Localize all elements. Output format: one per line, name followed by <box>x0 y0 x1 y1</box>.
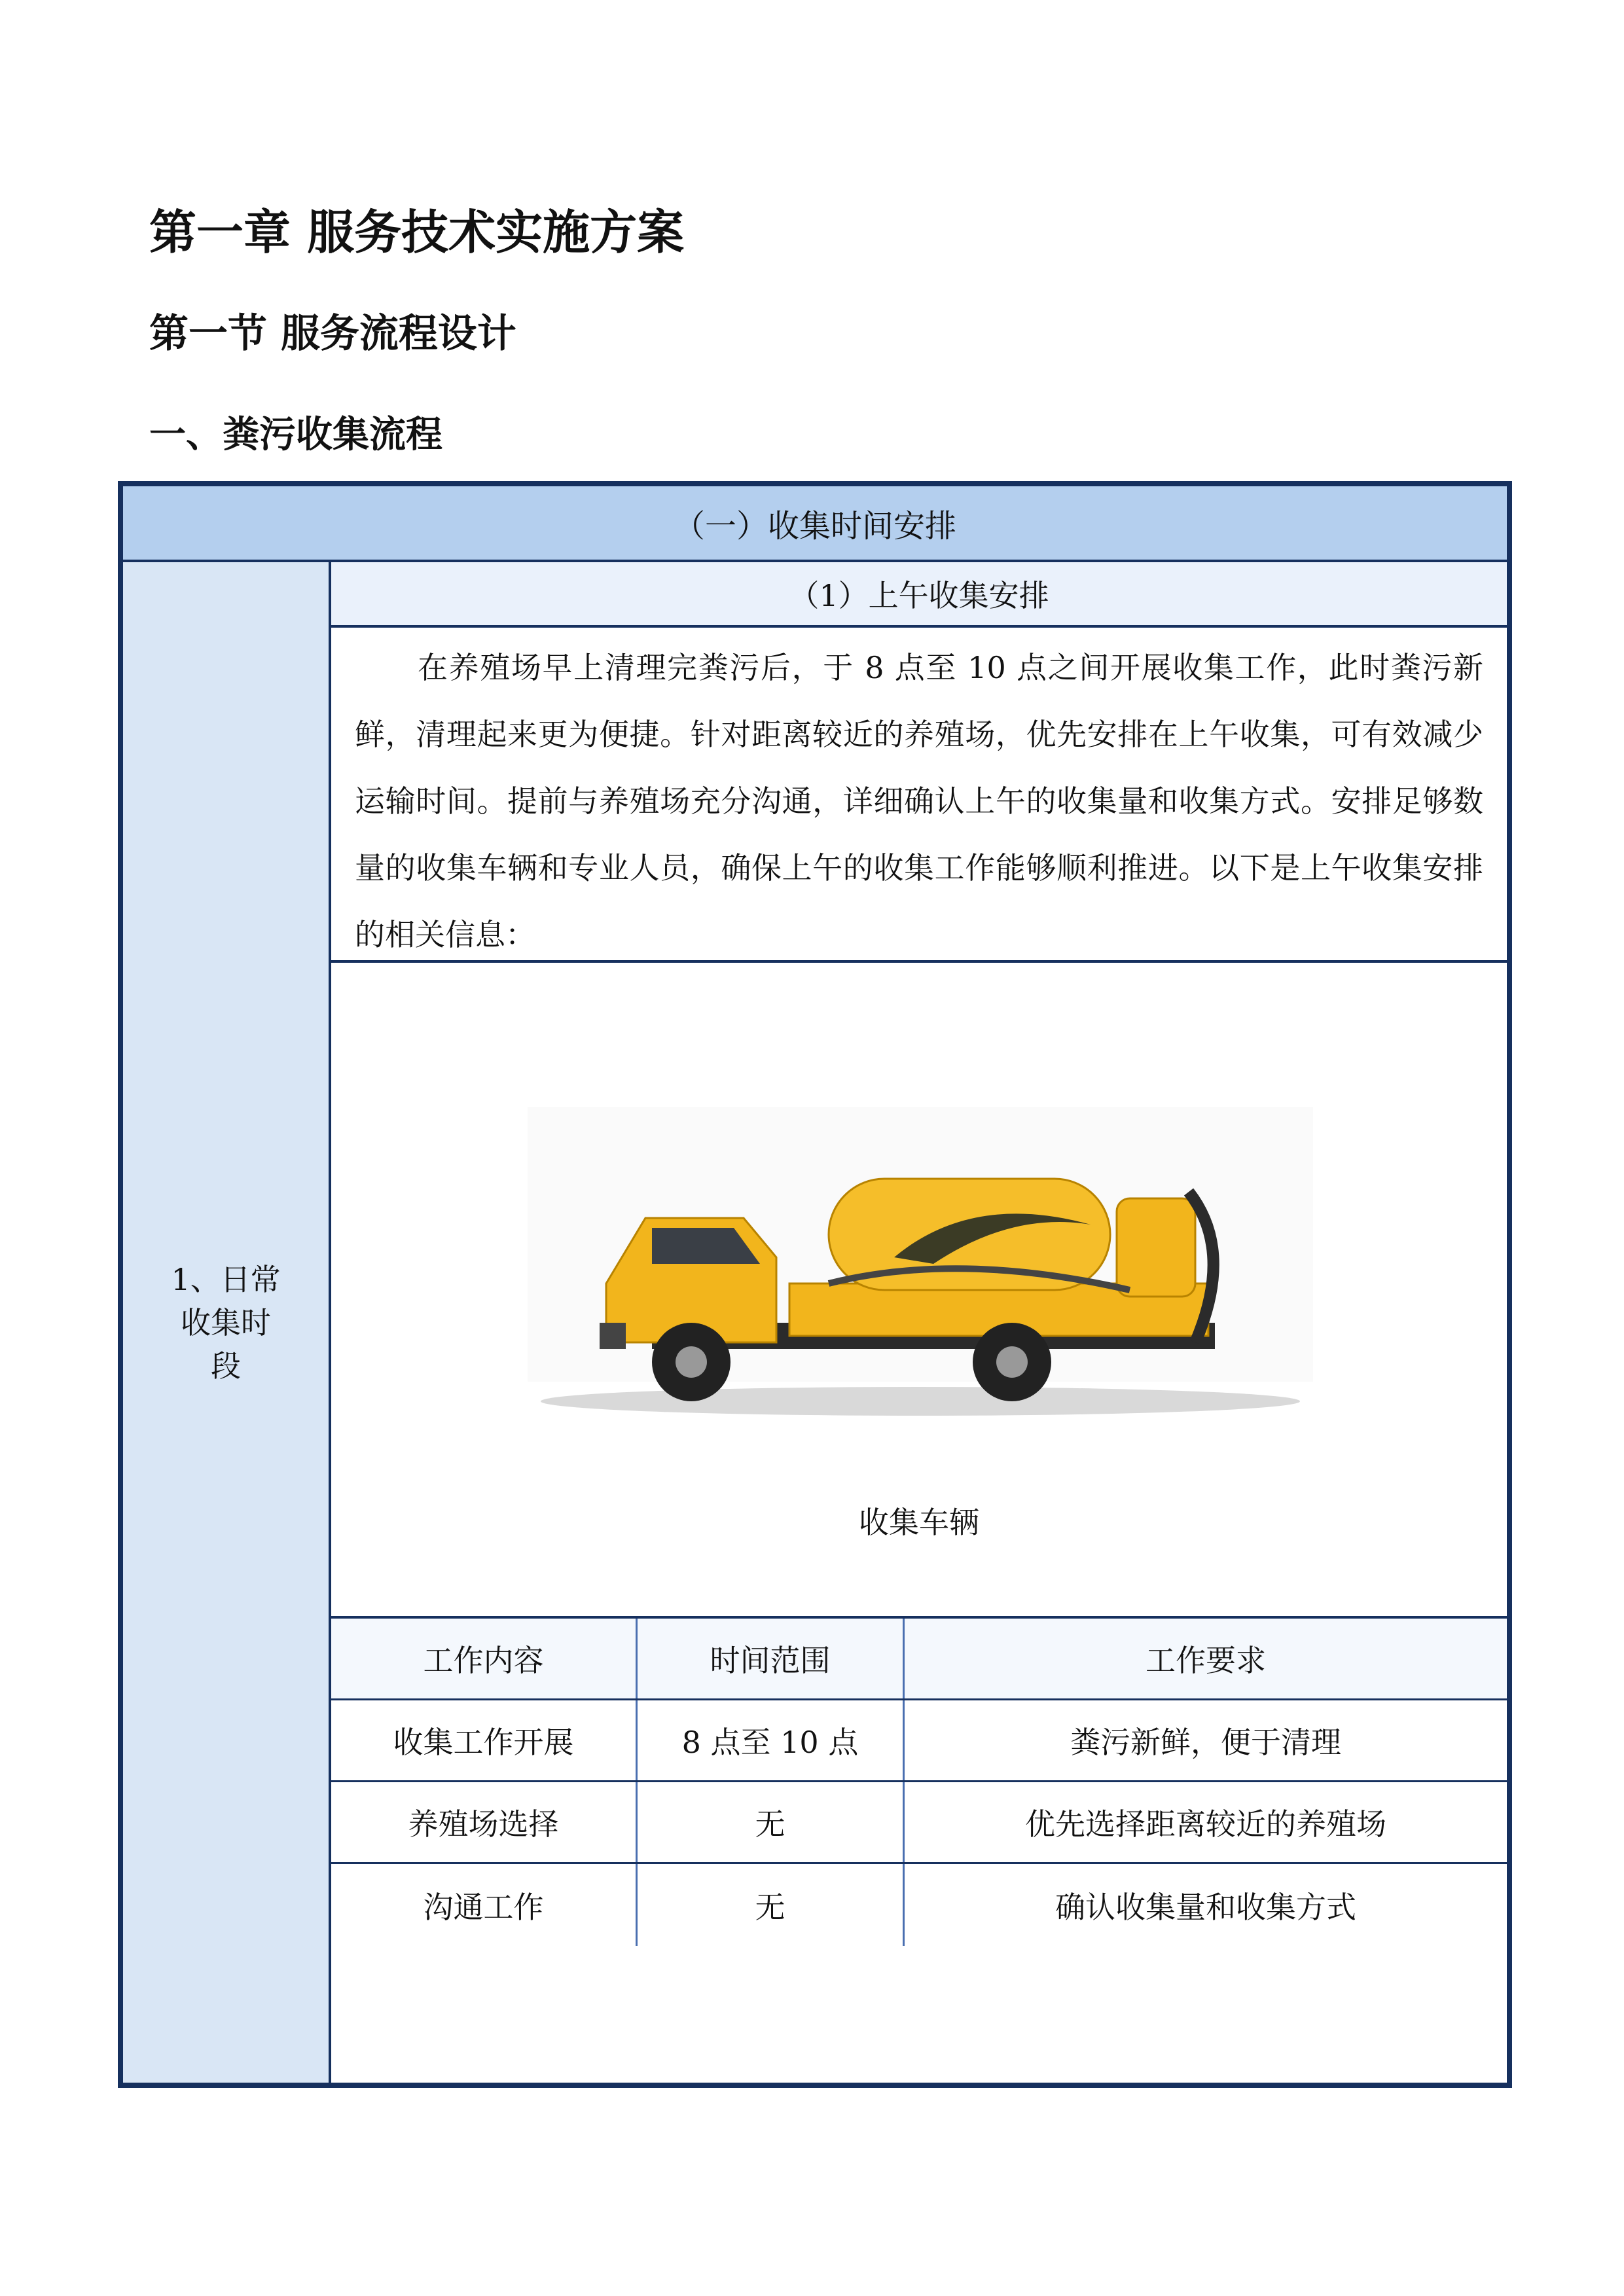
subhead: （1）上午收集安排 <box>331 562 1507 628</box>
table-cell: 养殖场选择 <box>331 1782 638 1862</box>
truck-image <box>436 976 1405 1486</box>
table-cell: 粪污新鲜，便于清理 <box>1070 1725 1341 1760</box>
info-table <box>331 1619 1507 2083</box>
image-caption: 收集车辆 <box>859 1505 979 1540</box>
col-header-requirement: 工作要求 <box>1146 1643 1266 1678</box>
image-cell <box>331 963 1507 1619</box>
table-cell: 8 点至 10 点 <box>638 1700 905 1780</box>
table-cell: 确认收集量和收集方式 <box>1055 1889 1356 1925</box>
front-hub <box>676 1346 707 1378</box>
table-row <box>331 1864 1507 1946</box>
col-header-time: 时间范围 <box>638 1619 905 1698</box>
chapter-title: 第一章 服务技术实施方案 <box>149 205 685 260</box>
subsection-title: 一、粪污收集流程 <box>149 414 442 456</box>
table-header-row <box>331 1619 1507 1700</box>
left-label-cell <box>123 562 331 2083</box>
table-cell: 收集工作开展 <box>331 1700 638 1780</box>
rear-hub <box>996 1346 1028 1378</box>
paragraph-text: 在养殖场早上清理完粪污后，于 8 点至 10 点之间开展收集工作，此时粪污新鲜，清理起来更为便捷。针对距离较近的养殖场，优先安排在上午收集，可有效减少运输时间。提前与养殖场充分沟通，详细确认上午的收集量和收集方式。安排足够数量的收集车辆和专业人员，确保上午的收集工作能够顺利推进。以下是上午收集安排的相关信息： <box>355 650 1483 952</box>
table-cell: 无 <box>638 1782 905 1862</box>
section-title: 第一节 服务流程设计 <box>149 311 516 357</box>
table-banner: （一）收集时间安排 <box>123 486 1507 562</box>
left-label: 1、日常收集时段 <box>171 1261 281 1384</box>
truck-shadow <box>541 1387 1300 1416</box>
table-cell: 优先选择距离较近的养殖场 <box>1025 1806 1386 1842</box>
cab-bumper <box>600 1323 626 1349</box>
paragraph-cell <box>331 628 1507 963</box>
schedule-table <box>118 481 1512 2088</box>
truck-pump <box>1117 1198 1195 1297</box>
table-row <box>331 1700 1507 1782</box>
table-cell: 沟通工作 <box>331 1864 638 1946</box>
col-header-content: 工作内容 <box>331 1619 638 1698</box>
table-cell: 无 <box>638 1864 905 1946</box>
table-row <box>331 1782 1507 1864</box>
